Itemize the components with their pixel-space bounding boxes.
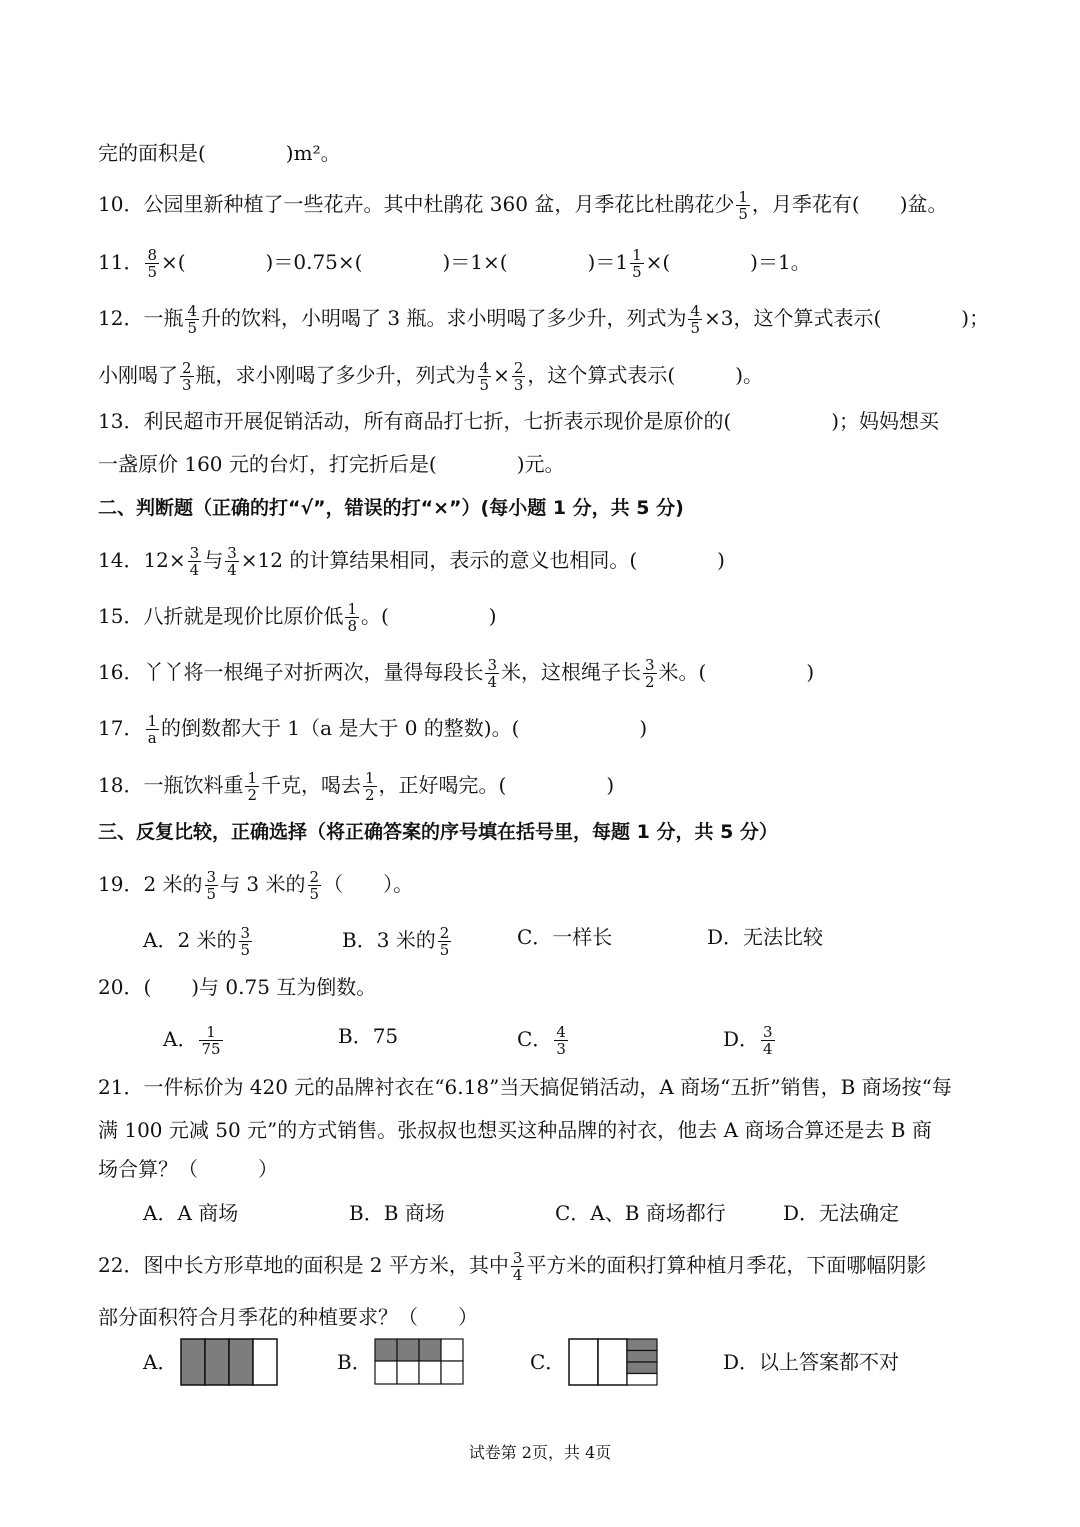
q12-text-c: ×3，这个算式表示( )； bbox=[704, 306, 990, 330]
q21-option-a: A．A 商场 bbox=[143, 1201, 239, 1225]
q12-text-h: ，这个算式表示( )。 bbox=[527, 363, 764, 387]
question-16 bbox=[98, 657, 814, 690]
q21-option-d: D．无法确定 bbox=[783, 1201, 900, 1225]
q12-text-e: 瓶，求小刚喝了多少升，列式为 bbox=[195, 363, 476, 387]
q18-text-a: 18．一瓶饮料重 bbox=[98, 773, 244, 797]
fraction: $\frac{2}{3}$ bbox=[182, 359, 192, 394]
q16-text-b: 米，这根绳子长 bbox=[501, 660, 641, 684]
fraction: $\frac{1}{a}$ bbox=[147, 712, 157, 747]
q22-figure-a bbox=[180, 1338, 280, 1386]
q22-text-a: 22．图中长方形草地的面积是 2 平方米，其中 bbox=[98, 1253, 509, 1277]
q22-option-b-label: B． bbox=[337, 1350, 372, 1374]
q12-text-g: × bbox=[493, 363, 510, 387]
question-21-line-3: 场合算？（ ） bbox=[98, 1157, 278, 1181]
q19-option-c: C．一样长 bbox=[517, 925, 613, 949]
q12-text-a: 12．一瓶 bbox=[98, 306, 184, 330]
question-14 bbox=[98, 545, 725, 578]
fraction: $\frac{1}{2}$ bbox=[247, 769, 257, 804]
q14-text-c: ×12 的计算结果相同，表示的意义也相同。( ) bbox=[240, 548, 725, 572]
question-10 bbox=[98, 189, 948, 222]
q20-option-d: D． $\frac{3}{4}$ bbox=[723, 1023, 773, 1058]
q11-num: 11． bbox=[98, 250, 144, 274]
question-15 bbox=[98, 601, 497, 634]
q20-option-c: C． $\frac{4}{3}$ bbox=[517, 1023, 566, 1058]
q14-text-a: 14．12× bbox=[98, 548, 186, 572]
q19-text-b: 与 3 米的 bbox=[220, 872, 306, 896]
fraction: $\frac{4}{5}$ bbox=[187, 302, 197, 337]
q16-text-c: 米。( ) bbox=[658, 660, 815, 684]
q19-text-a: 19．2 米的 bbox=[98, 872, 203, 896]
q11-text-a: ×( )＝0.75×( )＝1×( )＝1 bbox=[161, 250, 629, 274]
question-13-line-2: 一盏原价 160 元的台灯，打完折后是( )元。 bbox=[98, 452, 565, 476]
fraction: $\frac{2}{5}$ bbox=[309, 868, 320, 903]
fraction: $\frac{3}{4}$ bbox=[487, 656, 497, 691]
q18-text-b: 千克，喝去 bbox=[261, 773, 361, 797]
question-12 bbox=[98, 303, 989, 336]
fraction: $\frac{1}{5}$ bbox=[632, 246, 642, 281]
q12-text-d: 小刚喝了 bbox=[98, 363, 178, 387]
question-19 bbox=[98, 869, 413, 902]
q16-text-a: 16．丫丫将一根绳子对折两次，量得每段长 bbox=[98, 660, 484, 684]
q19-option-d: D．无法比较 bbox=[707, 925, 824, 949]
q22-text-b: 平方米的面积打算种植月季花，下面哪幅阴影 bbox=[526, 1253, 927, 1277]
q19-option-a: A．2 米的 $\frac{3}{5}$ bbox=[143, 924, 251, 959]
q17-text-b: 的倒数都大于 1（a 是大于 0 的整数)。( ) bbox=[161, 716, 648, 740]
q20-option-b: B．75 bbox=[338, 1024, 399, 1048]
fraction: $\frac{3}{4}$ bbox=[189, 544, 200, 579]
fraction: $\frac{1}{8}$ bbox=[347, 600, 357, 635]
question-22-line-2: 部分面积符合月季花的种植要求？（ ） bbox=[98, 1305, 478, 1329]
q22-option-d: D．以上答案都不对 bbox=[723, 1350, 900, 1374]
page-footer: 试卷第 2页，共 4页 bbox=[468, 1443, 612, 1462]
q11-text-b: ×( )＝1。 bbox=[645, 250, 811, 274]
q17-text-a: 17． bbox=[98, 716, 144, 740]
q22-option-c-label: C． bbox=[530, 1350, 566, 1374]
fraction: $\frac{3}{2}$ bbox=[645, 656, 655, 691]
question-13: 13．利民超市开展促销活动，所有商品打七折，七折表示现价是原价的( )；妈妈想买 bbox=[98, 409, 940, 433]
continued-line: 完的面积是( )m²。 bbox=[98, 141, 341, 165]
q12-text-b: 升的饮料，小明喝了 3 瓶。求小明喝了多少升，列式为 bbox=[201, 306, 687, 330]
q22-figure-b bbox=[374, 1338, 466, 1386]
question-11 bbox=[98, 247, 811, 280]
fraction: $\frac{4}{5}$ bbox=[690, 302, 700, 337]
question-21: 21．一件标价为 420 元的品牌衬衣在“6.18”当天搞促销活动，A 商场“五折”销售，B 商场按“每 bbox=[98, 1075, 952, 1099]
question-17 bbox=[98, 713, 647, 746]
section-2-heading: 二、判断题（正确的打“√”，错误的打“×”）(每小题 1 分，共 5 分) bbox=[98, 497, 684, 519]
fraction: $\frac{8}{5}$ bbox=[147, 246, 157, 281]
fraction: $\frac{3}{4}$ bbox=[227, 544, 237, 579]
q15-text-a: 15．八折就是现价比原价低 bbox=[98, 604, 344, 628]
fraction: $\frac{4}{5}$ bbox=[479, 359, 490, 394]
fraction: $\frac{3}{5}$ bbox=[206, 868, 217, 903]
fraction: $\frac{1}{5}$ bbox=[738, 188, 748, 223]
q19-text-c: （ ）。 bbox=[323, 872, 414, 896]
q10-text-b: ，月季花有( )盆。 bbox=[751, 192, 948, 216]
q19-option-b: B．3 米的 $\frac{2}{5}$ bbox=[342, 924, 450, 959]
question-21-line-2: 满 100 元减 50 元”的方式销售。张叔叔也想买这种品牌的衬衣，他去 A 商场合算还是去 B 商 bbox=[98, 1118, 932, 1142]
fraction: $\frac{2}{3}$ bbox=[513, 359, 524, 394]
q20-option-a: A． $\frac{1}{75}$ bbox=[163, 1023, 221, 1058]
q21-option-b: B．B 商场 bbox=[349, 1201, 445, 1225]
fraction: $\frac{1}{2}$ bbox=[365, 769, 375, 804]
fraction: $\frac{3}{4}$ bbox=[512, 1249, 523, 1284]
q22-option-a-label: A． bbox=[143, 1350, 178, 1374]
q18-text-c: ，正好喝完。( ) bbox=[378, 773, 615, 797]
q15-text-b: 。( ) bbox=[361, 604, 497, 628]
q10-text-a: 10．公园里新种植了一些花卉。其中杜鹃花 360 盆，月季花比杜鹃花少 bbox=[98, 192, 735, 216]
question-22 bbox=[98, 1250, 926, 1283]
section-3-heading: 三、反复比较，正确选择（将正确答案的序号填在括号里，每题 1 分，共 5 分） bbox=[98, 821, 778, 843]
q14-text-b: 与 bbox=[203, 548, 224, 572]
question-12-line-2 bbox=[98, 360, 763, 393]
question-20: 20．( )与 0.75 互为倒数。 bbox=[98, 975, 377, 999]
q22-figure-c bbox=[568, 1338, 660, 1386]
q21-option-c: C．A、B 商场都行 bbox=[555, 1201, 726, 1225]
question-18 bbox=[98, 770, 614, 803]
